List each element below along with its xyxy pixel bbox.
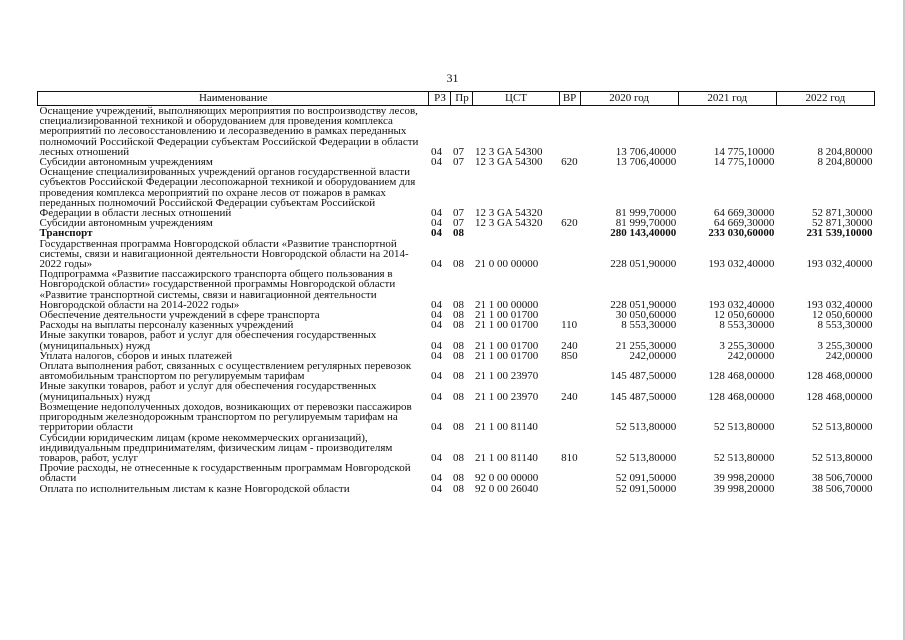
row-cst: 21 1 00 81140	[474, 421, 538, 434]
row-2020: 52 513,80000	[615, 421, 677, 434]
row-pr: 08	[452, 258, 464, 271]
row-2020: 13 706,40000	[615, 156, 677, 169]
row-cst: 21 1 00 01700	[474, 309, 539, 322]
row-pr: 07	[452, 217, 464, 230]
row-name: Возмещение недополученных доходов, возникающих от перевозки пассажиров пригородным железнодорожным транспортом по регулируемым тарифам на территории области	[39, 400, 412, 434]
header-2020: 2020 год	[580, 92, 678, 106]
row-2022: 38 506,70000	[812, 472, 873, 485]
row-vr: 850	[561, 349, 578, 362]
row-rz: 04	[430, 370, 442, 383]
row-vr	[559, 167, 580, 218]
row-pr: 07	[452, 145, 464, 158]
row-cst: 21 0 00 00000	[474, 258, 539, 271]
row-rz: 04	[430, 319, 442, 332]
row-vr: 110	[561, 319, 578, 332]
row-vr: 240	[561, 390, 578, 403]
table-row	[38, 402, 875, 433]
row-vr	[559, 239, 580, 270]
row-pr: 07	[452, 156, 464, 169]
row-vr	[559, 269, 580, 310]
header-2022: 2022 год	[776, 92, 874, 106]
row-cst: 12 3 GA 54320	[474, 217, 543, 230]
row-cst: 12 3 GA 54300	[474, 145, 543, 158]
row-pr: 08	[452, 309, 464, 322]
row-rz: 04	[430, 349, 442, 362]
row-2022: 231 539,10000	[806, 227, 873, 240]
row-pr: 08	[452, 421, 464, 434]
header-cst: ЦСТ	[473, 92, 559, 106]
row-2021: 64 669,30000	[713, 217, 775, 230]
row-pr: 08	[452, 227, 464, 240]
row-name: Обеспечение деятельности учреждений в сфере транспорта	[39, 309, 320, 322]
row-2022: 52 871,30000	[812, 217, 873, 230]
row-name: Расходы на выплаты персоналу казенных учреждений	[39, 319, 294, 332]
row-2022: 128 468,00000	[806, 390, 873, 403]
row-cst: 21 1 00 01700	[474, 349, 539, 362]
table-row	[38, 269, 875, 310]
row-vr	[559, 361, 580, 381]
row-2020: 81 999,70000	[615, 217, 677, 230]
row-pr: 08	[452, 451, 464, 464]
row-pr: 08	[452, 370, 464, 383]
row-2021: 128 468,00000	[708, 390, 775, 403]
row-rz: 04	[430, 482, 442, 495]
table-row	[38, 463, 875, 483]
row-2021: 193 032,40000	[708, 258, 775, 271]
row-pr: 08	[452, 298, 464, 311]
row-name: Иные закупки товаров, работ и услуг для обеспечения государственных (муниципальных) нужд	[39, 380, 377, 403]
table-header-row	[38, 92, 875, 106]
table-row	[38, 239, 875, 270]
row-2020: 21 255,30000	[615, 339, 677, 352]
header-2021: 2021 год	[678, 92, 776, 106]
row-name: Подпрограмма «Развитие пассажирского транспорта общего пользования в Новгородской области» государственной программы Новгородской области «Развитие транспортной системы, связи и навигационной деятельности Новгородской области на 2014-2022 годы»	[39, 268, 396, 311]
row-vr: 620	[561, 156, 578, 169]
row-cst: 21 1 00 01700	[474, 319, 539, 332]
row-rz: 04	[430, 421, 442, 434]
row-2020: 52 513,80000	[615, 451, 677, 464]
row-rz: 04	[430, 156, 442, 169]
row-rz: 04	[430, 339, 442, 352]
row-2022: 128 468,00000	[806, 370, 873, 383]
header-name: Наименование	[38, 92, 429, 106]
row-rz: 04	[430, 145, 442, 158]
row-name: Государственная программа Новгородской области «Развитие транспортной системы, связи и навигационной деятельности Новгородской области на 2014-2022 годы»	[39, 237, 409, 271]
row-2022: 8 553,30000	[817, 319, 873, 332]
row-cst	[473, 228, 559, 238]
row-cst: 21 1 00 00000	[474, 298, 539, 311]
table-row	[38, 433, 875, 464]
row-name: Оплата по исполнительным листам к казне Новгородской области	[39, 482, 350, 495]
row-2020: 81 999,70000	[615, 207, 677, 220]
row-rz: 04	[430, 472, 442, 485]
row-vr	[559, 106, 580, 158]
row-2020: 52 091,50000	[615, 482, 677, 495]
row-2021: 64 669,30000	[713, 207, 775, 220]
table-row	[38, 106, 875, 158]
row-rz: 04	[430, 217, 442, 230]
row-2022: 52 871,30000	[812, 207, 873, 220]
row-2021: 8 553,30000	[719, 319, 775, 332]
header-pr: Пр	[451, 92, 473, 106]
row-2020: 280 143,40000	[610, 227, 677, 240]
row-name: Прочие расходы, не отнесенные к государственным программам Новгородской области	[39, 462, 411, 485]
table-row	[38, 381, 875, 401]
row-cst: 21 1 00 81140	[474, 451, 538, 464]
row-2021: 52 513,80000	[713, 451, 775, 464]
row-vr: 620	[561, 217, 578, 230]
row-name: Субсидии автономным учреждениям	[39, 217, 213, 230]
row-2020: 228 051,90000	[610, 258, 677, 271]
table-row	[38, 484, 875, 494]
row-pr: 07	[452, 207, 464, 220]
row-cst: 21 1 00 23970	[474, 390, 539, 403]
row-2021: 14 775,10000	[713, 145, 775, 158]
row-pr: 08	[452, 349, 464, 362]
row-name: Оснащение специализированных учреждений органов государственной власти субъектов Российской Федерации лесопожарной техникой и оборудованием для проведения комплекса мероприятий по охране лесов от пожаров в рамках переданных полномочий Российской Федерации субъектам Российской Федерации в области лесных отношений	[39, 166, 416, 220]
row-2021: 233 030,60000	[708, 227, 775, 240]
row-cst: 12 3 GA 54320	[474, 207, 543, 220]
row-vr	[559, 228, 580, 238]
row-2020: 52 091,50000	[615, 472, 677, 485]
row-rz: 04	[430, 227, 442, 240]
row-vr	[559, 402, 580, 433]
row-2022: 12 050,60000	[812, 309, 873, 322]
row-2021: 52 513,80000	[713, 421, 775, 434]
row-2020: 145 487,50000	[610, 370, 677, 383]
row-name: Оплата выполнения работ, связанных с осуществлением регулярных перевозок автомобильным транспортом по регулируемым тарифам	[39, 360, 412, 383]
row-name: Оснащение учреждений, выполняющих мероприятия по воспроизводству лесов, специализированной техникой и оборудованием для проведения комплекса мероприятий по лесовосстановлению и лесоразведению в рамках переданных полномочий Российской Федерации субъектам Российской Федерации в области лесных отношений	[39, 105, 419, 158]
row-pr: 08	[452, 390, 464, 403]
row-2022: 242,00000	[825, 349, 873, 362]
row-rz: 04	[430, 207, 442, 220]
row-rz: 04	[430, 451, 442, 464]
row-2022: 52 513,80000	[812, 421, 873, 434]
row-2021: 3 255,30000	[719, 339, 775, 352]
row-2022: 3 255,30000	[817, 339, 873, 352]
row-name: Уплата налогов, сборов и иных платежей	[39, 349, 233, 362]
row-2020: 30 050,60000	[615, 309, 677, 322]
row-2020: 13 706,40000	[615, 145, 677, 158]
row-name: Субсидии автономным учреждениям	[39, 156, 213, 169]
row-cst: 21 1 00 01700	[474, 339, 539, 352]
row-rz: 04	[430, 309, 442, 322]
budget-table	[37, 91, 875, 494]
header-rz: РЗ	[429, 92, 451, 106]
table-row	[38, 361, 875, 381]
table-body	[38, 106, 875, 494]
row-name: Транспорт	[39, 227, 93, 240]
row-pr: 08	[452, 339, 464, 352]
row-2022: 52 513,80000	[812, 451, 873, 464]
row-rz: 04	[430, 298, 442, 311]
row-rz: 04	[430, 390, 442, 403]
row-rz: 04	[430, 258, 442, 271]
row-vr	[559, 484, 580, 494]
row-2021: 12 050,60000	[713, 309, 775, 322]
row-pr: 08	[452, 319, 464, 332]
row-2020: 8 553,30000	[621, 319, 677, 332]
row-2021: 14 775,10000	[713, 156, 775, 169]
row-vr: 240	[561, 339, 578, 352]
row-2020: 228 051,90000	[610, 298, 677, 311]
row-cst: 92 0 00 00000	[474, 472, 539, 485]
row-pr: 08	[452, 472, 464, 485]
row-2020: 242,00000	[629, 349, 677, 362]
table-row	[38, 167, 875, 218]
row-2021: 242,00000	[727, 349, 775, 362]
row-2021: 39 998,20000	[713, 472, 775, 485]
row-2020: 145 487,50000	[610, 390, 677, 403]
row-2021: 39 998,20000	[713, 482, 775, 495]
row-cst: 21 1 00 23970	[474, 370, 539, 383]
row-name: Субсидии юридическим лицам (кроме некоммерческих организаций), индивидуальным предпринимателям, физическим лицам - производителям товаров, работ, услуг	[39, 431, 393, 464]
row-2021: 193 032,40000	[708, 298, 775, 311]
header-vr: ВР	[559, 92, 580, 106]
row-2022: 193 032,40000	[806, 258, 873, 271]
table-row	[38, 330, 875, 350]
row-2022: 8 204,80000	[817, 145, 873, 158]
row-cst: 12 3 GA 54300	[474, 156, 543, 169]
row-2022: 193 032,40000	[806, 298, 873, 311]
row-vr	[559, 463, 580, 483]
row-pr: 08	[452, 482, 464, 495]
row-2022: 8 204,80000	[817, 156, 873, 169]
page-number: 31	[446, 71, 459, 85]
row-name: Иные закупки товаров, работ и услуг для обеспечения государственных (муниципальных) нужд	[39, 329, 377, 352]
row-2021: 128 468,00000	[708, 370, 775, 383]
row-vr: 810	[561, 451, 578, 464]
row-2022: 38 506,70000	[812, 482, 873, 495]
row-cst: 92 0 00 26040	[474, 482, 539, 495]
